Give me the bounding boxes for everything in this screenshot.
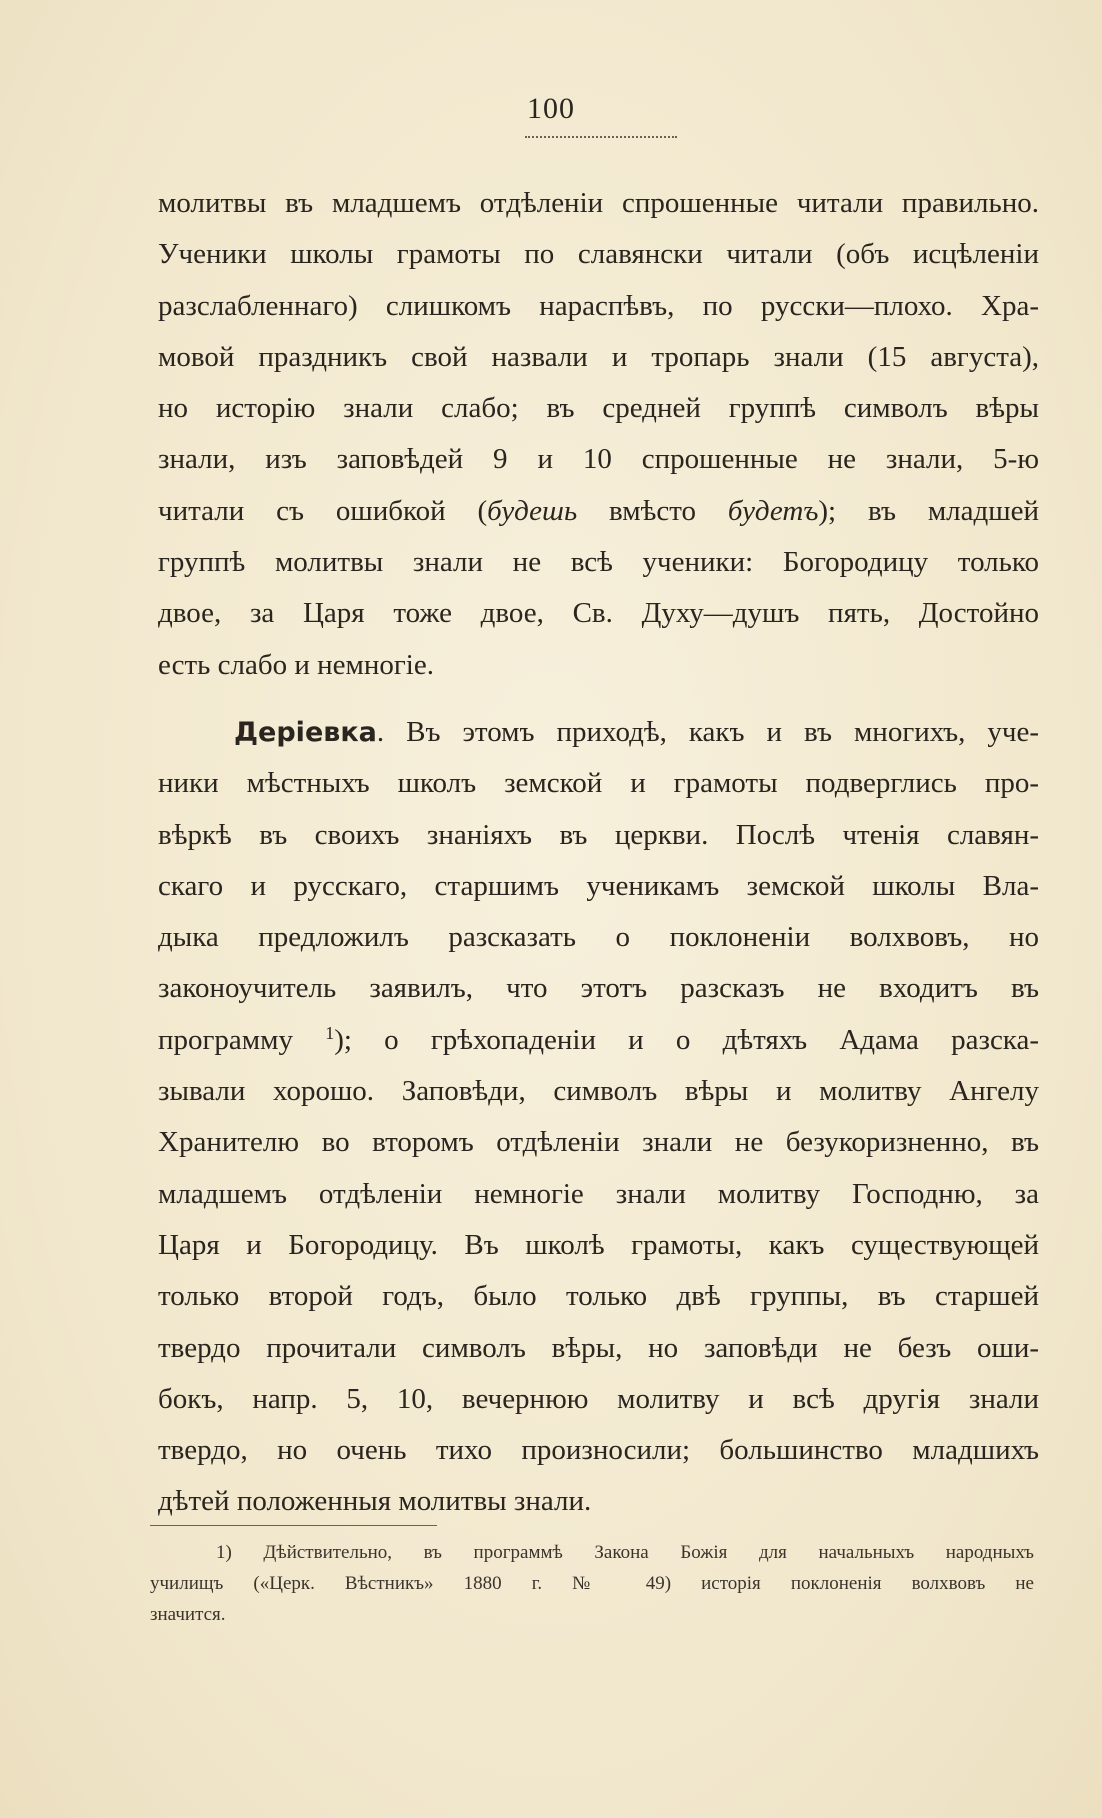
text-line: вѣркѣ въ своихъ знаніяхъ въ церкви. Послѣ чтенія славян- — [158, 818, 1039, 851]
body-text — [158, 178, 1039, 1528]
text-line: твердо прочитали символъ вѣры, но заповѣди не безъ оши- — [158, 1331, 1039, 1364]
text-line: зывали хорошо. Заповѣди, символъ вѣры и молитву Ангелу — [158, 1075, 1039, 1108]
page-number: 100 — [527, 92, 575, 125]
text-line: твердо, но очень тихо произносили; большинство младшихъ — [158, 1434, 1039, 1467]
text-line: ники мѣстныхъ школъ земской и грамоты подверглись про- — [158, 767, 1039, 800]
page-number-underline — [525, 136, 677, 138]
text-line: законоучитель заявилъ, что этотъ разсказъ не входитъ въ — [158, 972, 1039, 1005]
text-line: Ученики школы грамоты по славянски читали (объ исцѣленіи — [158, 238, 1039, 271]
text-line: молитвы въ младшемъ отдѣленіи спрошенные читали правильно. — [158, 187, 1039, 219]
footnote-line: значится. — [150, 1604, 226, 1625]
text-fragment: ); о грѣхопаденіи и о дѣтяхъ Адама разска- — [334, 1023, 1039, 1056]
text-fragment: программу — [158, 1023, 326, 1056]
text-line: мовой праздникъ свой назвали и тропарь знали (15 августа), — [158, 340, 1039, 373]
footnote-line: училищъ («Церк. Вѣстникъ» 1880 г. № 49) исторія поклоненія волхвовъ не — [150, 1573, 1034, 1594]
paragraph-gap — [158, 691, 1039, 707]
text-line: только второй годъ, было только двѣ группы, въ старшей — [158, 1280, 1039, 1313]
text-line: бокъ, напр. 5, 10, вечернюю молитву и всѣ другія знали — [158, 1382, 1039, 1415]
text-line: дѣтей положенныя молитвы знали. — [158, 1485, 592, 1518]
text-line: Царя и Богородицу. Въ школѣ грамоты, какъ существующей — [158, 1228, 1039, 1261]
text-line: двое, за Царя тоже двое, Св. Духу—душъ пять, Достойно — [158, 597, 1039, 630]
text-line: знали, изъ заповѣдей 9 и 10 спрошенные не знали, 5-ю — [158, 443, 1039, 476]
text-line: но исторію знали слабо; въ средней группѣ символъ вѣры — [158, 392, 1039, 425]
text-line: есть слабо и немногіе. — [158, 648, 434, 681]
footnote-line: 1) Дѣйствительно, въ программѣ Закона Божія для начальныхъ народныхъ — [216, 1542, 1034, 1563]
paragraph-heading-line — [158, 707, 1039, 758]
footnote-marker[interactable]: 1 — [325, 1022, 335, 1043]
footnote — [150, 1537, 1034, 1630]
text-fragment: ); въ младшей — [818, 494, 1040, 527]
footnote-separator — [150, 1525, 437, 1526]
text-line: разслабленнаго) слишкомъ нараспѣвъ, по русски—плохо. Хра- — [158, 289, 1039, 322]
text-line: группѣ молитвы знали не всѣ ученики: Богородицу только — [158, 546, 1039, 579]
italic-word: будешь — [487, 494, 578, 527]
text-fragment: читали съ ошибкой ( — [158, 494, 488, 527]
text-line-italic-words — [158, 486, 1039, 537]
text-fragment: . Въ этомъ приходѣ, какъ и въ многихъ, уче- — [376, 715, 1039, 748]
text-line: скаго и русскаго, старшимъ ученикамъ земской школы Вла- — [158, 869, 1039, 902]
text-line: Хранителю во второмъ отдѣленіи знали не безукоризненно, въ — [158, 1126, 1039, 1159]
text-fragment: вмѣсто — [577, 494, 728, 527]
text-line: дыка предложилъ разсказать о поклоненіи волхвовъ, но — [158, 921, 1039, 954]
village-heading: Деріевка — [234, 716, 377, 748]
italic-word: будетъ — [727, 494, 819, 527]
text-line: младшемъ отдѣленіи немногіе знали молитву Господню, за — [158, 1177, 1039, 1210]
text-line-footnote-ref — [158, 1015, 1039, 1066]
